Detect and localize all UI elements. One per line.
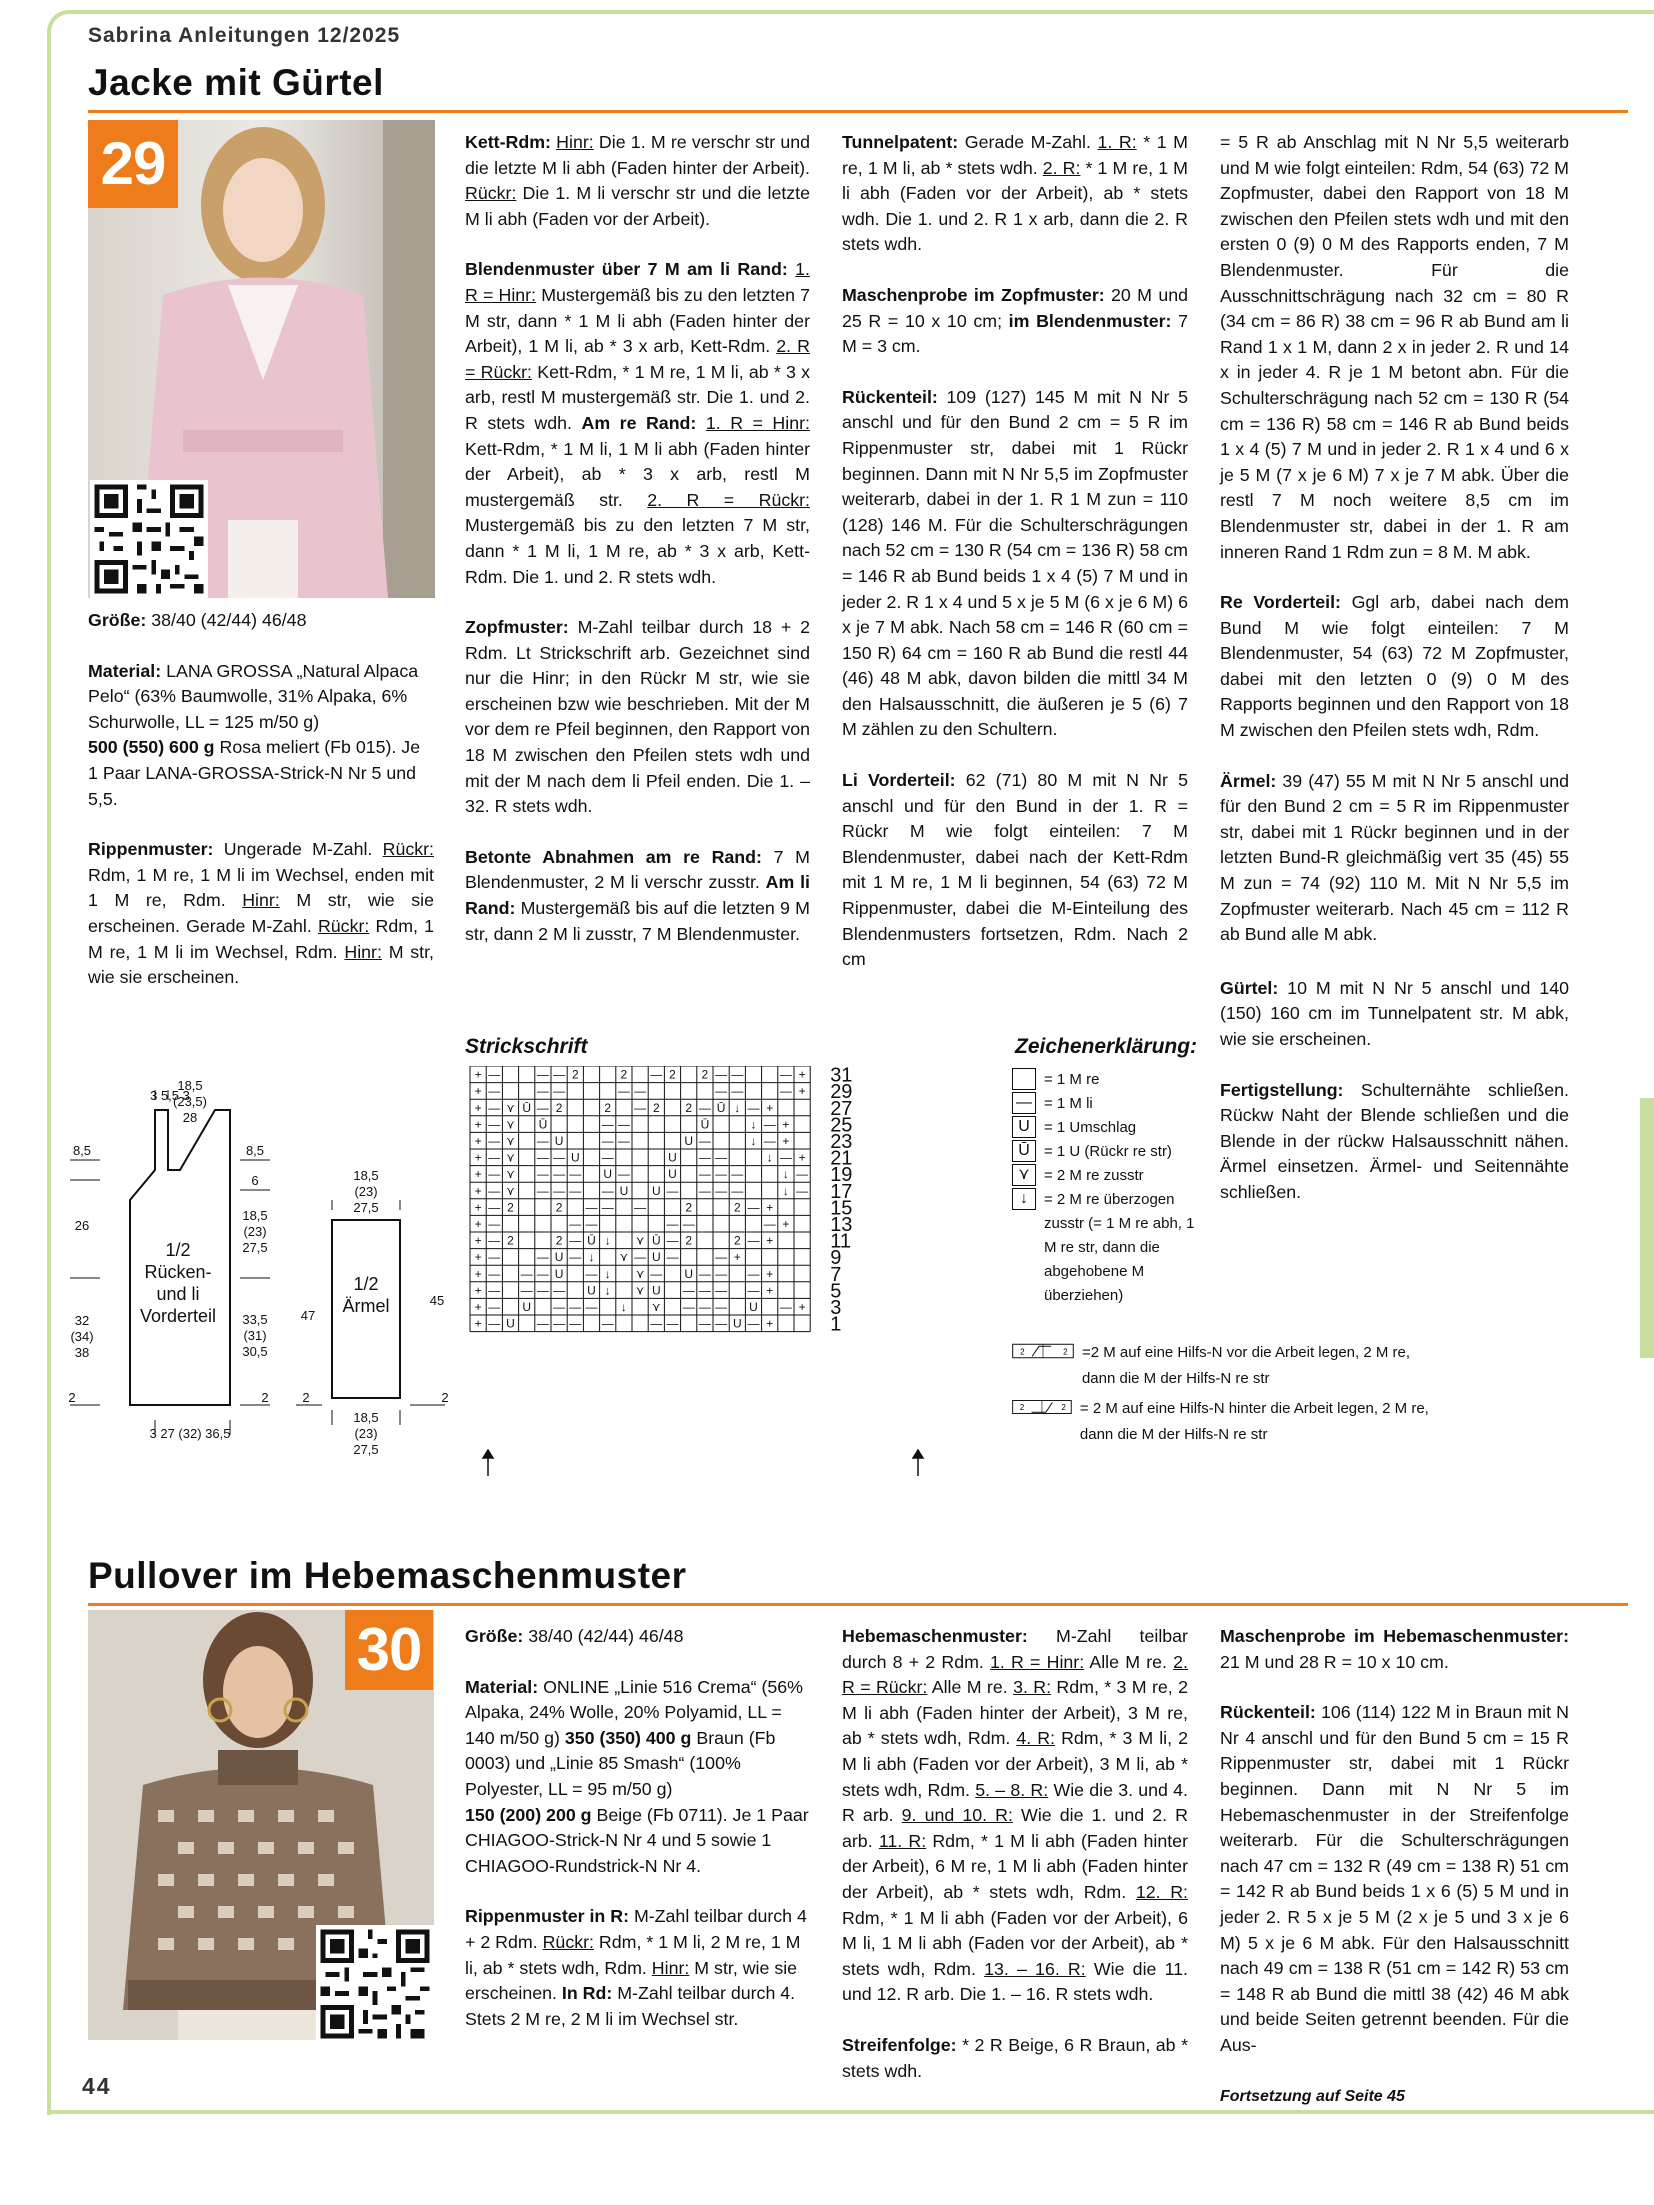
svg-text:45: 45 <box>429 1293 445 1308</box>
chart-symbol: + <box>474 1084 482 1099</box>
chart-symbol: — <box>698 1183 711 1198</box>
chart-symbol: ↓ <box>782 1183 789 1198</box>
chart-symbol: — <box>585 1200 598 1215</box>
section1-column-3: Tunnelpatent: Gerade M-Zahl. 1. R: * 1 M re, 1 M li, ab * stets wdh. 2. R: * 1 M re, 1 M li abh (Faden vor der Arbeit), ab * stets wdh. Die 1. und 2. R 1 x arb, dann die 2. R stets wdh. Maschenprobe im Zopfmuster: 20 M und 25 R = 10 x 10 cm; im Blendenmuster: 7 M = 3 cm. Rückenteil: 109 (127) 145 M mit N Nr 5 anschl und für den Bund 2 cm = 5 R im Rippenmuster str, dabei mit 1 Rückr beginnen. Dann mit N Nr 5,5 im Zopfmuster weiterarb, dabei in der 1. R 1 M zun = 110 (128) 146 M. Für die Schulterschrägungen nach 52 cm = 130 R (54 cm = 136 R) 58 cm = 146 R ab Bund beids 1 x 4 (5) 7 M und in jeder 2. R 1 x 4 und 5 x je 5 M (6 x je 6 M) 6 x je 7 M abk. Nach 58 cm = 146 R (60 cm = 150 R) 64 cm = 160 R ab Bund die restl 44 (46) 48 M abk, davon bilden die mittl 34 M den Halsausschnitt, die äußeren je 5 (6) 7 M zählen zu den Schultern. Li Vorderteil: 62 (71) 80 M mit N Nr 5 anschl und für den Bund in der 1. R = Rückr M wie folgt einteilen: 7 M Blendenmuster, dabei nach der Kett-Rdm mit 1 M re, 1 M li beginnen, 54 (63) 72 M Rippenmuster, dabei die M-Einteilung des Blendenmusters fortsetzen, Rdm. Nach 2 cm <box>842 132 1188 970</box>
svg-text:2: 2 <box>68 1390 76 1405</box>
chart-symbol: + <box>474 1167 482 1182</box>
svg-text:47: 47 <box>300 1308 316 1323</box>
chart-symbol: U <box>651 1183 661 1198</box>
chart-symbol: U <box>749 1300 758 1314</box>
chart-symbol: + <box>474 1200 482 1215</box>
qr-code-2[interactable] <box>316 1925 434 2043</box>
chart-symbol: U <box>554 1134 564 1148</box>
chart-row-number: 1 <box>830 1313 842 1336</box>
chart-symbol: U <box>732 1316 742 1331</box>
chart-symbol: 2 <box>652 1100 660 1115</box>
chart-symbol: + <box>474 1217 482 1231</box>
qr-code-1[interactable] <box>90 480 208 598</box>
chart-symbol: — <box>779 1300 792 1314</box>
chart-symbol: — <box>698 1316 711 1331</box>
chart-symbol: — <box>731 1067 744 1082</box>
svg-text:2: 2 <box>1019 1403 1025 1413</box>
chart-symbol: 2 <box>555 1100 563 1115</box>
chart-symbol: Ū <box>587 1233 596 1248</box>
chart-symbol: U <box>651 1283 661 1298</box>
chart-symbol: ↓ <box>604 1283 611 1298</box>
legend-item: = 1 M re <box>1012 1068 1202 1092</box>
svg-text:Rücken-: Rücken- <box>144 1262 212 1282</box>
legend-item: — = 1 M li <box>1012 1092 1202 1116</box>
chart-symbol: + <box>798 1084 806 1099</box>
chart-row-number: 21 <box>830 1147 853 1170</box>
chart-symbol: ↓ <box>588 1250 595 1265</box>
chart-symbol: U <box>619 1183 629 1198</box>
chart-row-number: 7 <box>830 1263 842 1286</box>
chart-symbol: — <box>520 1283 533 1298</box>
chart-symbol: — <box>553 1067 566 1082</box>
chart-symbol: — <box>585 1266 598 1281</box>
chart-symbol: — <box>715 1300 728 1314</box>
chart-symbol: — <box>553 1300 566 1314</box>
page-edge-tab <box>1640 1098 1654 1358</box>
chart-symbol: — <box>585 1217 598 1231</box>
chart-symbol: U <box>684 1266 694 1281</box>
chart-symbol: — <box>553 1316 566 1331</box>
chart-symbol: — <box>634 1100 647 1115</box>
legend-item: Ū = 1 U (Rückr re str) <box>1012 1140 1202 1164</box>
chart-symbol: — <box>569 1300 582 1314</box>
chart-symbol: — <box>601 1134 614 1148</box>
svg-text:28: 28 <box>182 1110 198 1125</box>
svg-text:33,5: 33,5 <box>242 1312 268 1327</box>
chart-symbol: — <box>698 1134 711 1148</box>
chart-symbol: ⋎ <box>506 1100 515 1115</box>
chart-row-number: 25 <box>830 1114 853 1137</box>
chart-symbol: — <box>488 1266 501 1281</box>
chart-row-number: 19 <box>830 1164 853 1187</box>
chart-symbol: U <box>554 1250 564 1265</box>
cable-front-icon <box>1012 1340 1074 1362</box>
chart-symbol: — <box>536 1316 549 1331</box>
svg-text:(23): (23) <box>354 1184 378 1199</box>
cable-back-icon <box>1012 1396 1072 1418</box>
chart-symbol: — <box>569 1167 582 1182</box>
chart-symbol: — <box>650 1067 663 1082</box>
chart-symbol: — <box>617 1117 630 1132</box>
svg-text:27,5: 27,5 <box>242 1240 268 1255</box>
chart-symbol: ↓ <box>734 1100 741 1115</box>
chart-symbol: — <box>553 1084 566 1099</box>
legend-cable-front: 2 2 =2 M auf eine Hilfs-N vor die Arbeit legen, 2 M re, dann die M der Hilfs-N re str <box>1012 1340 1432 1392</box>
chart-symbol: — <box>796 1183 809 1198</box>
chart-symbol: — <box>747 1266 760 1281</box>
chart-symbol: — <box>569 1250 582 1265</box>
chart-symbol: — <box>698 1100 711 1115</box>
chart-symbol: ⋎ <box>506 1183 515 1198</box>
chart-symbol: + <box>782 1217 790 1231</box>
chart-symbol: ↓ <box>604 1266 611 1281</box>
chart-symbol: + <box>766 1266 774 1281</box>
chart-symbol: ⋎ <box>506 1134 515 1148</box>
chart-row-number: 5 <box>830 1280 842 1303</box>
svg-text:18,5: 18,5 <box>353 1410 379 1425</box>
chart-symbol: U <box>587 1283 596 1298</box>
chart-symbol: + <box>474 1134 482 1148</box>
chart-row-number: 3 <box>830 1297 842 1319</box>
chart-symbol: U <box>603 1167 613 1182</box>
chart-symbol: — <box>698 1283 711 1298</box>
section1-column-1: Größe: 38/40 (42/44) 46/48 Material: LANA GROSSA „Natural Alpaca Pelo“ (63% Baumwolle, 31% Alpaka, 6% Schurwolle, LL = 125 m/50 g) 500 (550) 600 g Rosa meliert (Fb 015). Je 1 Paar LANA-GROSSA-Strick-N Nr 5 und 5,5. Rippenmuster: Ungerade M-Zahl. Rückr: Rdm, 1 M re, 1 M li im Wechsel, enden mit 1 M re, Rdm. Hinr: M str, wie sie erscheinen. Gerade M-Zahl. Rückr: Rdm, 1 M re, 1 M li im Wechsel, Rdm. Hinr: M str, wie sie erscheinen. <box>88 610 434 988</box>
svg-text:18,5: 18,5 <box>353 1168 379 1183</box>
chart-symbol: Ū <box>522 1100 532 1115</box>
magazine-header: Sabrina Anleitungen 12/2025 <box>88 24 401 47</box>
legend-title: Zeichenerklärung: <box>1015 1035 1198 1058</box>
chart-symbol: Ū <box>538 1117 548 1132</box>
chart-symbol: 2 <box>685 1100 693 1115</box>
chart-symbol: — <box>666 1233 679 1248</box>
chart-symbol: — <box>650 1316 663 1331</box>
chart-symbol: — <box>536 1266 549 1281</box>
garment-schematic <box>60 1080 460 1480</box>
chart-symbol: — <box>731 1084 744 1099</box>
chart-symbol: — <box>488 1117 501 1132</box>
chart-symbol: — <box>488 1167 501 1182</box>
chart-symbol: ⋎ <box>619 1250 629 1265</box>
chart-symbol: + <box>766 1233 774 1248</box>
chart-symbol: — <box>536 1283 549 1298</box>
chart-symbol: — <box>585 1300 598 1314</box>
chart-symbol: — <box>488 1100 501 1115</box>
svg-text:2: 2 <box>1061 1403 1066 1413</box>
chart-symbol: ⋎ <box>506 1167 515 1182</box>
svg-text:Vorderteil: Vorderteil <box>139 1306 217 1326</box>
chart-symbol: — <box>666 1250 679 1265</box>
chart-symbol: — <box>569 1217 582 1231</box>
chart-symbol: — <box>617 1084 630 1099</box>
chart-symbol: — <box>763 1134 776 1148</box>
chart-symbol: — <box>747 1316 760 1331</box>
chart-symbol: 2 <box>685 1233 693 1248</box>
chart-symbol: + <box>474 1283 482 1298</box>
chart-symbol: — <box>601 1316 614 1331</box>
chart-symbol: — <box>601 1150 614 1165</box>
chart-symbol: + <box>474 1117 482 1132</box>
chart-row-number: 15 <box>830 1197 853 1220</box>
svg-text:2: 2 <box>1020 1347 1025 1357</box>
chart-row-number: 27 <box>830 1097 853 1120</box>
chart-symbol: 2 <box>701 1067 709 1082</box>
chart-symbol: + <box>474 1183 482 1198</box>
chart-symbol: + <box>766 1200 774 1215</box>
svg-text:18,5: 18,5 <box>177 1080 203 1093</box>
chart-symbol: 2 <box>555 1233 563 1248</box>
svg-text:(23): (23) <box>243 1224 267 1239</box>
chart-symbol: + <box>782 1117 790 1132</box>
section1-column-2: Kett-Rdm: Hinr: Die 1. M re verschr str und die letzte M li abh (Faden hinter der Arbeit). Rückr: Die 1. M li verschr str und die letzte M li abh (Faden vor der Arbeit). Blendenmuster über 7 M am li Rand: 1. R = Hinr: Mustergemäß bis zu den letzten 7 M str, dann * 1 M li abh (Faden hinter der Arbeit), 1 M li, ab * 3 x arb, Kett-Rdm. 2. R = Rückr: Kett-Rdm, * 1 M re, 1 M li, ab * 3 x arb, restl M mustergemäß str. Die 1. und 2. R stets wdh. Am re Rand: 1. R = Hinr: Kett-Rdm, * 1 M li, 1 M li abh (Faden hinter der Arbeit), ab * 3 x arb, restl M mustergemäß str. 2. R = Rückr: Mustergemäß bis zu den letzten 7 M str, dann * 1 M li, 1 M re, ab * 3 x arb, Kett-Rdm. Die 1. und 2. R stets wdh. Zopfmuster: M-Zahl teilbar durch 18 + 2 Rdm. Lt Strickschrift arb. Gezeichnet sind nur die Hinr; in den Rückr M str, wie sie erscheinen bzw wie beschrieben. Mit der M vor dem re Pfeil beginnen, den Rapport von 18 M zwischen den Pfeilen stets wdh und mit der M nach dem li Pfeil enden. Die 1. – 32. R stets wdh. Betonte Abnahmen am re Rand: 7 M Blendenmuster, 2 M li verschr zusstr. Am li Rand: Mustergemäß bis auf die letzten 9 M str, dann 2 M li zusstr, 7 M Blendenmuster. <box>465 132 810 944</box>
knitting-chart <box>465 1066 1005 1486</box>
chart-row-number: 29 <box>830 1081 853 1104</box>
chart-symbol: — <box>536 1167 549 1182</box>
chart-symbol: — <box>715 1283 728 1298</box>
legend-item: U = 1 Umschlag <box>1012 1116 1202 1140</box>
chart-row-number: 17 <box>830 1180 853 1203</box>
chart-symbol: — <box>779 1084 792 1099</box>
chart-symbol: — <box>634 1200 647 1215</box>
chart-symbol: — <box>634 1250 647 1265</box>
legend <box>1012 1068 1202 1308</box>
chart-symbol: + <box>766 1316 774 1331</box>
chart-symbol: — <box>682 1300 695 1314</box>
section2-title: Pullover im Hebemaschenmuster <box>88 1555 687 1596</box>
chart-symbol: — <box>698 1167 711 1182</box>
chart-symbol: — <box>488 1150 501 1165</box>
pattern-number-badge-2: 30 <box>345 1610 433 1690</box>
chart-symbol: — <box>698 1150 711 1165</box>
chart-symbol: ⋎ <box>635 1233 645 1248</box>
chart-row-number: 23 <box>830 1131 853 1153</box>
svg-text:26: 26 <box>74 1218 90 1233</box>
chart-symbol: 2 <box>620 1067 628 1082</box>
legend-item: ↓ = 2 M re überzogen zusstr (= 1 M re abh, 1 M re str, dann die abgehobene M überziehen) <box>1012 1188 1202 1308</box>
chart-symbol: U <box>554 1266 564 1281</box>
chart-symbol: Ū <box>700 1117 710 1132</box>
svg-text:2: 2 <box>441 1390 449 1405</box>
page-number: 44 <box>82 2073 112 2099</box>
chart-symbol: ⋎ <box>506 1150 515 1165</box>
chart-symbol: — <box>747 1283 760 1298</box>
chart-title: Strickschrift <box>465 1035 588 1058</box>
chart-symbol: — <box>488 1233 501 1248</box>
chart-symbol: ↓ <box>620 1300 627 1314</box>
chart-row-number: 11 <box>830 1230 851 1253</box>
section2-column-2: Hebemaschenmuster: M-Zahl teilbar durch 8 + 2 Rdm. 1. R = Hinr: Alle M re. 2. R = Rückr: Alle M re. 3. R: Rdm, * 3 M re, 2 M li abh (Faden hinter der Arbeit), 3 M re, ab * stets wdh, Rdm. 4. R: Rdm, * 3 M li, 2 M li abh (Faden vor der Arbeit), 3 M li, ab * stets wdh, Rdm. 5. – 8. R: Wie die 3. und 4. R arb. 9. und 10. R: Wie die 1. und 2. R arb. 11. R: Rdm, * 1 M li abh (Faden hinter der Arbeit), 6 M re, 1 M li abh (Faden hinter der Arbeit), ab * stets wdh, Rdm. 12. R: Rdm, * 1 M li abh (Faden vor der Arbeit), 6 M li, 1 M li abh (Faden vor der Arbeit), ab * stets wdh, Rdm. 13. – 16. R: Wie die 11. und 12. R arb. Die 1. – 16. R stets wdh. Streifenfolge: * 2 R Beige, 6 R Braun, ab * stets wdh. <box>842 1626 1188 2081</box>
chart-symbol: ↓ <box>782 1167 789 1182</box>
chart-symbol: — <box>601 1117 614 1132</box>
chart-symbol: + <box>474 1316 482 1331</box>
chart-symbol: ↓ <box>766 1150 773 1165</box>
chart-symbol: 2 <box>685 1200 693 1215</box>
chart-symbol: ↓ <box>604 1233 611 1248</box>
chart-symbol: — <box>536 1067 549 1082</box>
chart-symbol: ⋎ <box>635 1283 645 1298</box>
chart-symbol: — <box>601 1200 614 1215</box>
svg-text:27,5: 27,5 <box>353 1200 379 1215</box>
chart-symbol: — <box>779 1150 792 1165</box>
chart-symbol: — <box>488 1084 501 1099</box>
chart-symbol: — <box>779 1067 792 1082</box>
chart-symbol: — <box>731 1183 744 1198</box>
chart-symbol: — <box>601 1183 614 1198</box>
chart-symbol: — <box>666 1217 679 1231</box>
chart-symbol: 2 <box>507 1233 514 1248</box>
chart-symbol: 2 <box>507 1200 514 1215</box>
svg-text:8,5: 8,5 <box>72 1143 92 1158</box>
chart-symbol: — <box>536 1100 549 1115</box>
chart-symbol: — <box>715 1266 728 1281</box>
chart-symbol: — <box>553 1167 566 1182</box>
chart-symbol: — <box>536 1150 549 1165</box>
chart-symbol: + <box>798 1300 806 1314</box>
chart-symbol: — <box>763 1117 776 1132</box>
section1-title-rule <box>88 110 1628 113</box>
legend-cable-back: 2 2 = 2 M auf eine Hilfs-N hinter die Arbeit legen, 2 M re, dann die M der Hilfs-N re str <box>1012 1396 1432 1448</box>
chart-symbol: — <box>488 1134 501 1148</box>
chart-symbol: + <box>782 1134 790 1148</box>
svg-text:(23): (23) <box>354 1426 378 1441</box>
chart-symbol: + <box>474 1266 482 1281</box>
chart-symbol: — <box>715 1067 728 1082</box>
chart-symbol: + <box>733 1250 741 1265</box>
chart-symbol: 2 <box>571 1067 579 1082</box>
chart-symbol: — <box>569 1183 582 1198</box>
chart-symbol: — <box>520 1266 533 1281</box>
legend-item: ⋎ = 2 M re zusstr <box>1012 1164 1202 1188</box>
chart-symbol: — <box>569 1233 582 1248</box>
chart-symbol: — <box>488 1283 501 1298</box>
chart-symbol: — <box>488 1316 501 1331</box>
svg-text:3 27 (32) 36,5: 3 27 (32) 36,5 <box>149 1426 231 1441</box>
chart-symbol: + <box>474 1100 482 1115</box>
chart-symbol: — <box>715 1316 728 1331</box>
svg-text:6: 6 <box>251 1173 259 1188</box>
chart-symbol: 2 <box>604 1100 612 1115</box>
chart-symbol: Ū <box>651 1233 661 1248</box>
chart-symbol: — <box>536 1084 549 1099</box>
chart-symbol: — <box>715 1150 728 1165</box>
chart-symbol: — <box>536 1134 549 1148</box>
chart-symbol: 2 <box>733 1233 741 1248</box>
chart-symbol: — <box>488 1067 501 1082</box>
svg-text:und li: und li <box>156 1284 200 1304</box>
chart-symbol: — <box>488 1300 501 1314</box>
chart-symbol: + <box>474 1067 482 1082</box>
chart-row-number: 13 <box>830 1214 853 1236</box>
chart-symbol: + <box>798 1067 806 1082</box>
chart-symbol: — <box>650 1266 663 1281</box>
chart-symbol: — <box>488 1250 501 1265</box>
chart-symbol: Ū <box>716 1100 726 1115</box>
chart-symbol: — <box>796 1167 809 1182</box>
chart-symbol: — <box>682 1217 695 1231</box>
svg-text:(31): (31) <box>243 1328 267 1343</box>
section1-column-4: = 5 R ab Anschlag mit N Nr 5,5 weiterarb und M wie folgt einteilen: Rdm, 54 (63) 72 M Zopfmuster, dabei den Rapport von 18 M zwischen den Pfeilen stets wdh und mit den ersten 0 (9) 0 M des Rapports enden, 7 M Blendenmuster. Für die Ausschnittschrägung nach 32 cm = 80 R (34 cm = 86 R) 38 cm = 96 R ab Bund am li Rand 1 x 1 M, dann 2 x in jeder 2. R und 14 x in jeder 4. R je 1 M betont abn. Für die Schulterschrägung nach 52 cm = 130 R (54 cm = 136 R) 58 cm = 146 R ab Bund beids 1 x 4 (5) 7 M und in jeder 2. R 1 x 4 und 6 x je 5 M (7 x je 6 M) 7 x je 7 M abk. Über die restl 7 M noch weitere 8,5 cm im Blendenmuster str, dabei in der 1. R am inneren Rand 1 Rdm zun = 8 M. M abk. Re Vorderteil: Ggl arb, dabei nach dem Bund M wie folgt einteilen: 7 M Blendenmuster, 54 (63) 72 M Zopfmuster, dabei mit den letzten 0 (9) 0 M des Rapports beginnen und den Rapport von 18 M zwischen den Pfeilen stets wdh, Rdm. Ärmel: 39 (47) 55 M mit N Nr 5 anschl und für den Bund 2 cm = 5 R im Rippenmuster str, dabei mit 1 Rückr beginnen und in der letzten Bund-R gleichmäßig vert 35 (45) 55 M zun = 74 (92) 110 M. Mit N Nr 5,5 im Zopfmuster weiterarb. Nach 45 cm = 112 R ab Bund alle M abk. Gürtel: 10 M mit N Nr 5 anschl und 140 (150) 160 cm im Tunnelpatent str. M abk, wie sie erscheinen. Fertigstellung: Schulternähte schließen. Rückw Naht der Blende schließen und die Blende in der rückw Halsausschnitt nähen. Ärmel einsetzen. Ärmel- und Seitennähte schließen. <box>1220 132 1569 1202</box>
chart-row-number: 9 <box>830 1247 842 1270</box>
chart-symbol: + <box>474 1300 482 1314</box>
chart-symbol: 2 <box>733 1200 741 1215</box>
section2-title-rule <box>88 1603 1628 1606</box>
chart-symbol: — <box>698 1266 711 1281</box>
chart-symbol: — <box>488 1217 501 1231</box>
chart-symbol: — <box>715 1183 728 1198</box>
chart-symbol: — <box>569 1316 582 1331</box>
chart-symbol: U <box>668 1150 677 1165</box>
section1-title: Jacke mit Gürtel <box>88 62 384 103</box>
chart-symbol: — <box>536 1183 549 1198</box>
chart-symbol: U <box>570 1150 580 1165</box>
svg-text:Ärmel: Ärmel <box>342 1296 390 1316</box>
chart-symbol: — <box>553 1150 566 1165</box>
chart-symbol: + <box>766 1100 774 1115</box>
chart-symbol: — <box>553 1283 566 1298</box>
chart-symbol: — <box>731 1167 744 1182</box>
chart-symbol: + <box>798 1150 806 1165</box>
svg-text:30,5: 30,5 <box>242 1344 268 1359</box>
chart-symbol: — <box>715 1167 728 1182</box>
chart-symbol: — <box>617 1167 630 1182</box>
chart-symbol: — <box>715 1084 728 1099</box>
chart-symbol: U <box>522 1300 532 1314</box>
chart-symbol: — <box>488 1200 501 1215</box>
section2-column-3: Maschenprobe im Hebemaschenmuster: 21 M und 28 R = 10 x 10 cm. Rückenteil: 106 (114) 122 M in Braun mit N Nr 4 anschl und für den Bund 5 cm = 15 R Rippenmuster str, dabei mit 1 Rückr beginnen. Dann mit N Nr 5 im Hebemaschenmuster in der Streifenfolge weiterarb. Für die Schulterschrägungen nach 47 cm = 132 R (49 cm = 138 R) 51 cm = 142 R ab Bund beids 1 x 6 (5) 5 M und in jeder 2. R 5 x je 5 M (2 x je 5 und 3 x je 6 M) 5 x je 6 M abk. Für den Halsausschnitt nach 49 cm = 138 R (51 cm = 142 R) 53 cm = 148 R ab Bund die mittl 38 (42) 46 M abk und beide Seiten getrennt beenden. Für die Aus- Fortsetzung auf Seite 45 <box>1220 1624 1569 2134</box>
chart-symbol: U <box>684 1134 694 1148</box>
chart-symbol: U <box>668 1167 677 1182</box>
page-frame-left <box>47 40 51 2115</box>
svg-text:2: 2 <box>261 1390 269 1405</box>
chart-symbol: + <box>474 1250 482 1265</box>
chart-symbol: ⋎ <box>635 1266 645 1281</box>
chart-symbol: — <box>747 1233 760 1248</box>
chart-symbol: — <box>747 1200 760 1215</box>
chart-symbol: ⋎ <box>506 1117 515 1132</box>
chart-symbol: — <box>763 1217 776 1231</box>
continued-note: Fortsetzung auf Seite 45 <box>1220 2087 1405 2105</box>
svg-text:32: 32 <box>74 1313 90 1328</box>
svg-text:3 5,5 3: 3 5,5 3 <box>150 1088 190 1103</box>
chart-symbol: — <box>682 1283 695 1298</box>
svg-text:38: 38 <box>74 1345 90 1360</box>
chart-symbol: — <box>747 1100 760 1115</box>
chart-symbol: — <box>617 1134 630 1148</box>
chart-row-number: 31 <box>830 1066 853 1087</box>
chart-symbol: — <box>698 1300 711 1314</box>
chart-symbol: — <box>715 1250 728 1265</box>
chart-symbol: — <box>634 1084 647 1099</box>
svg-text:1/2: 1/2 <box>165 1240 191 1260</box>
chart-symbol: + <box>766 1283 774 1298</box>
section2-column-1: Größe: 38/40 (42/44) 46/48 Material: ONLINE „Linie 516 Crema“ (56% Alpaka, 24% Wolle, 20% Polyamid, LL = 140 m/50 g) 350 (350) 400 g Braun (Fb 0003) und „Linie 85 Smash“ (100% Polyester, LL = 95 m/50 g) 150 (200) 200 g Beige (Fb 0711). Je 1 Paar CHIAGOO-Strick-N Nr 4 und 5 sowie 1 CHIAGOO-Rundstrick-N Nr 4. Rippenmuster in R: M-Zahl teilbar durch 4 + 2 Rdm. Rückr: Rdm, * 1 M li, 2 M re, 1 M li, ab * stets wdh, Rdm. Hinr: M str, wie sie erscheinen. In Rd: M-Zahl teilbar durch 4. Stets 2 M re, 2 M li im Wechsel str. <box>465 1626 809 2029</box>
chart-symbol: — <box>666 1316 679 1331</box>
chart-symbol: ⋎ <box>651 1300 661 1314</box>
legend-cables <box>1012 1340 1432 1448</box>
chart-symbol: — <box>536 1250 549 1265</box>
chart-symbol: — <box>488 1183 501 1198</box>
svg-text:2: 2 <box>1063 1347 1068 1357</box>
svg-text:1/2: 1/2 <box>353 1274 379 1294</box>
chart-symbol: — <box>666 1183 679 1198</box>
pattern-number-badge: 29 <box>88 120 178 208</box>
svg-text:(23,5): (23,5) <box>173 1094 207 1109</box>
chart-symbol: 2 <box>669 1067 676 1082</box>
chart-symbol: + <box>474 1150 482 1165</box>
chart-symbol: U <box>651 1250 661 1265</box>
svg-text:27,5: 27,5 <box>353 1442 379 1457</box>
chart-symbol: U <box>506 1316 515 1331</box>
chart-symbol: — <box>553 1183 566 1198</box>
svg-text:2: 2 <box>302 1390 310 1405</box>
svg-text:8,5: 8,5 <box>245 1143 265 1158</box>
svg-text:18,5: 18,5 <box>242 1208 268 1223</box>
chart-symbol: ↓ <box>750 1117 757 1132</box>
chart-symbol: + <box>474 1233 482 1248</box>
chart-symbol: ↓ <box>750 1134 757 1148</box>
svg-text:(34): (34) <box>70 1329 94 1344</box>
chart-symbol: 2 <box>555 1200 563 1215</box>
